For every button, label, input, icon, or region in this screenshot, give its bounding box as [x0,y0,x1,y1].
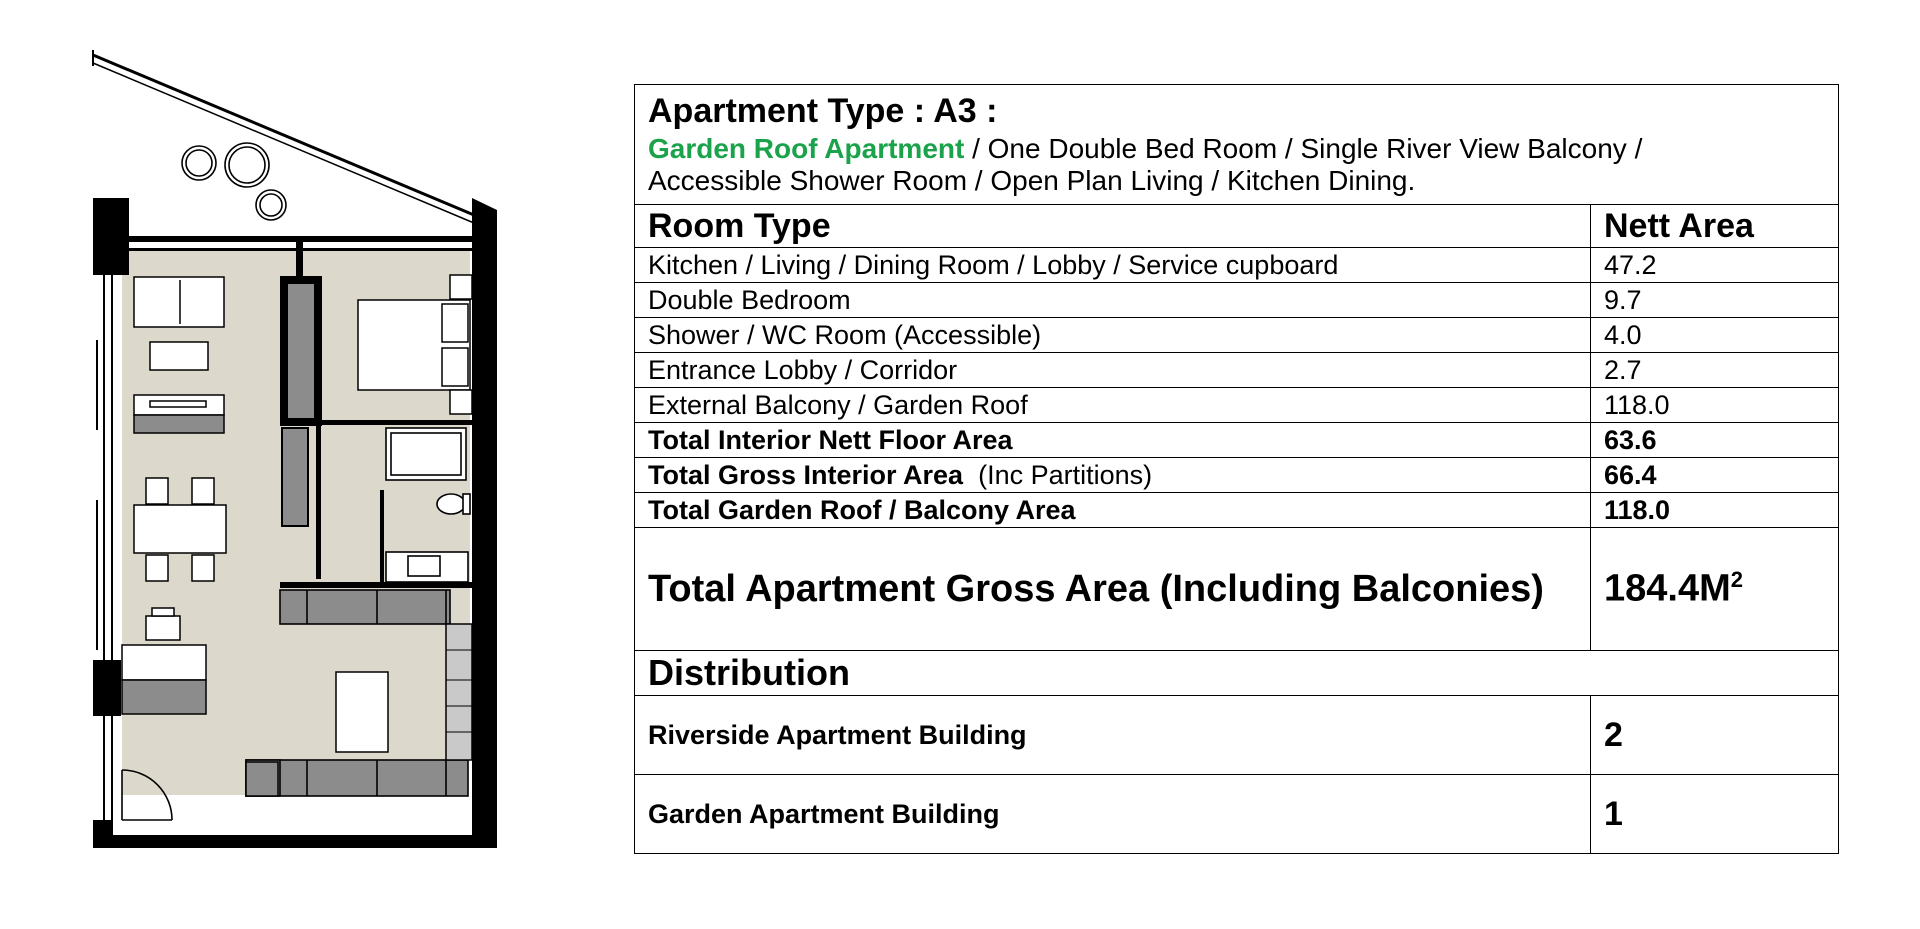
coffee-table [150,342,208,370]
table-row [635,388,1839,423]
apartment-type-title: Apartment Type : A3 : [648,91,998,130]
planter-icons [182,143,286,220]
room-name: Kitchen / Living / Dining Room / Lobby / Service cupboard [635,248,1591,283]
building-name: Garden Apartment Building [635,775,1591,854]
room-area: 2.7 [1591,353,1839,388]
room-name: External Balcony / Garden Roof [635,388,1591,423]
hob-and-sink [446,624,472,760]
room-area: 47.2 [1591,248,1839,283]
distribution-header-row [635,651,1839,696]
room-name: Shower / WC Room (Accessible) [635,318,1591,353]
total-row [635,423,1839,458]
building-count: 2 [1591,696,1839,775]
hall-cupboard [282,428,308,526]
room-area: 118.0 [1591,388,1839,423]
apartment-category: Garden Roof Apartment [648,132,965,164]
column-header-row [635,205,1839,248]
room-name: Entrance Lobby / Corridor [635,353,1591,388]
grand-total-value [1591,528,1839,651]
wardrobe [288,284,314,418]
floor-plan [0,0,520,870]
kitchen-island [336,672,388,752]
apartment-description-line1 [648,133,1825,165]
apartment-description-line2: Accessible Shower Room / Open Plan Living / Kitchen Dining. [648,165,1416,197]
total-label [635,458,1591,493]
kitchen-tall-unit [246,762,278,796]
header-cell [635,85,1839,205]
total-row [635,493,1839,528]
sofa [134,277,224,327]
total-label: Total Interior Nett Floor Area [635,423,1591,458]
room-area: 4.0 [1591,318,1839,353]
grand-total-row [635,528,1839,651]
distribution-title: Distribution [635,651,1839,696]
table-row [635,283,1839,318]
total-value: 118.0 [1591,493,1839,528]
building-name: Riverside Apartment Building [635,696,1591,775]
total-row [635,458,1839,493]
apartment-spec-table [634,84,1839,854]
tv-unit [134,395,224,433]
grand-total-number: 184.4M [1604,567,1731,610]
grand-total-unit-superscript: 2 [1730,567,1743,593]
table-row [635,248,1839,283]
total-value: 63.6 [1591,423,1839,458]
distribution-row [635,696,1839,775]
building-count: 1 [1591,775,1839,854]
room-type-header: Room Type [635,205,1591,248]
room-area: 9.7 [1591,283,1839,318]
distribution-row [635,775,1839,854]
header-row [635,85,1839,205]
west-glazing [97,275,112,820]
total-label-text: Total Gross Interior Area [648,459,964,490]
total-value: 66.4 [1591,458,1839,493]
room-name: Double Bedroom [635,283,1591,318]
apartment-description-rest: / One Double Bed Room / Single River View Balcony / [964,132,1643,164]
total-label: Total Garden Roof / Balcony Area [635,493,1591,528]
grand-total-label: Total Apartment Gross Area (Including Balconies) [635,528,1591,651]
table-row [635,353,1839,388]
table-row [635,318,1839,353]
total-label-suffix: (Inc Partitions) [978,459,1153,490]
nett-area-header: Nett Area [1591,205,1839,248]
